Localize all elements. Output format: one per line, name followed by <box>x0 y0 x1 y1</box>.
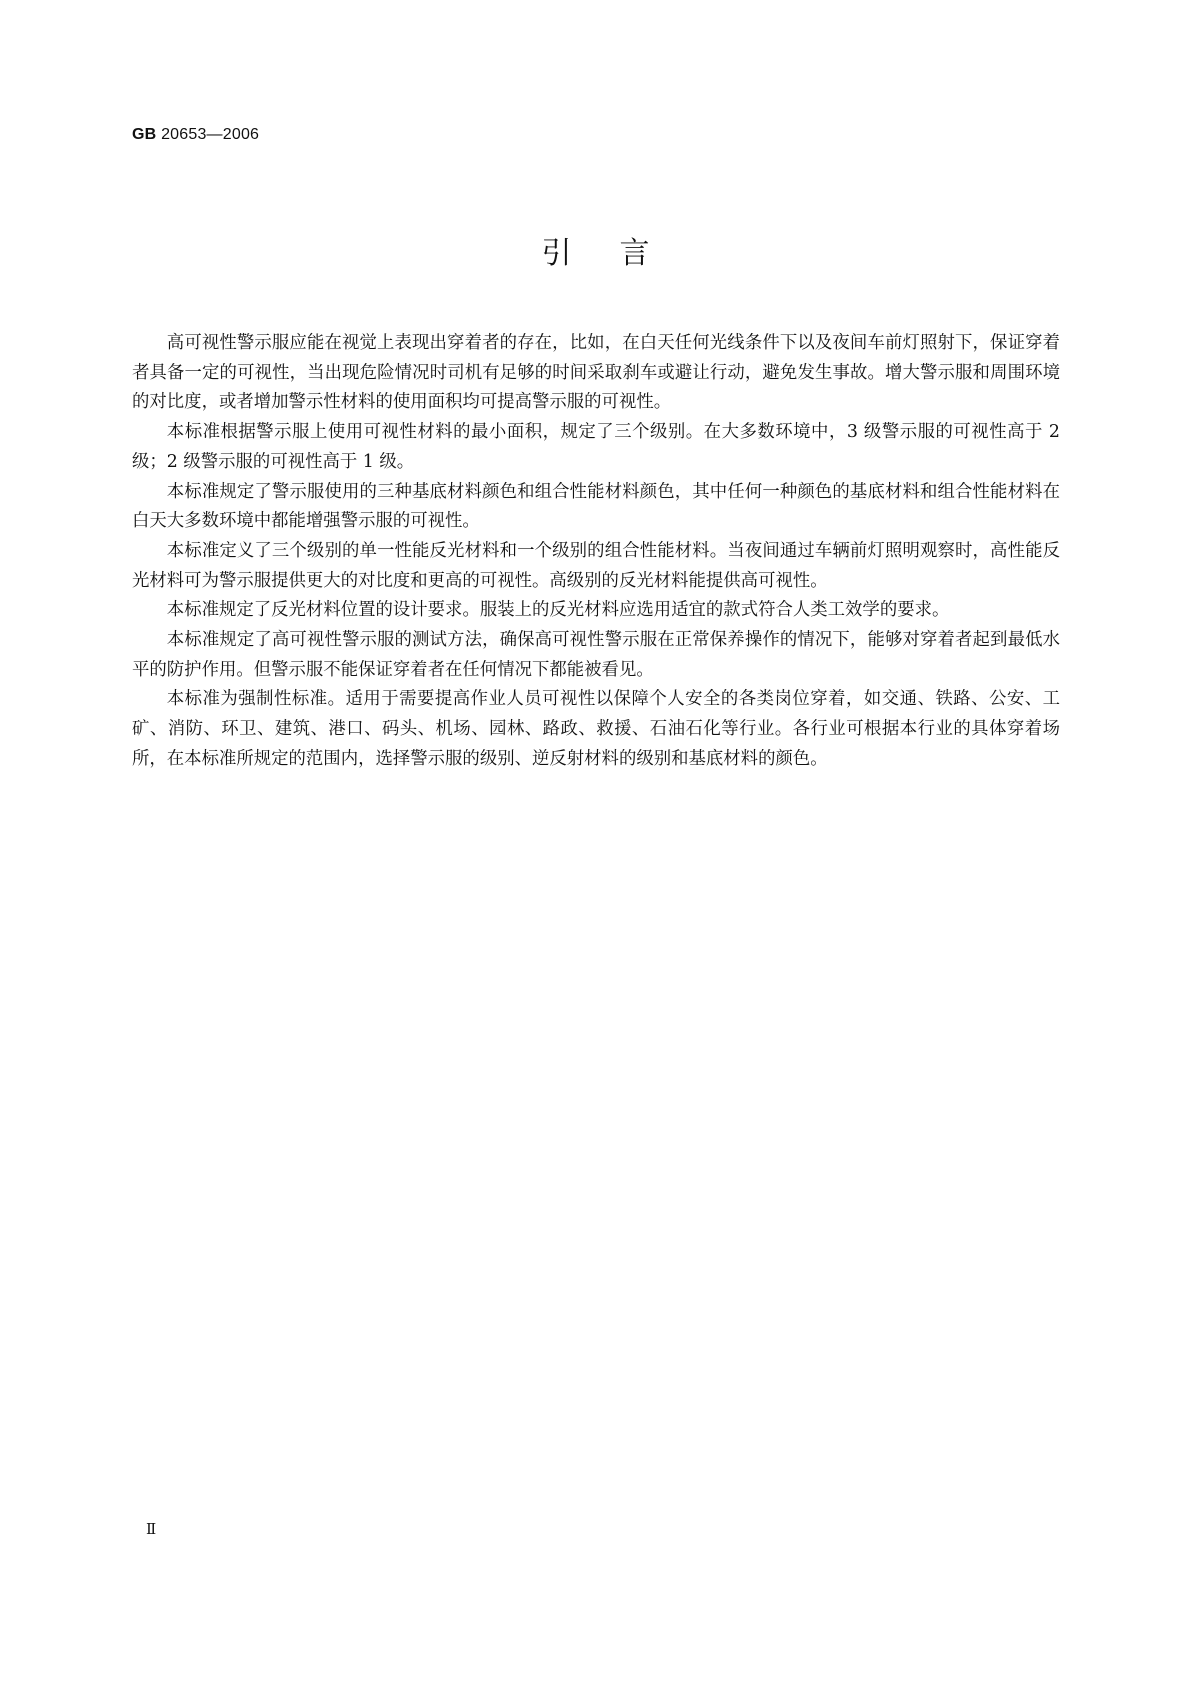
paragraph: 本标准规定了反光材料位置的设计要求。服装上的反光材料应选用适宜的款式符合人类工效学的要求。 <box>166 600 950 621</box>
standard-code <box>132 126 259 144</box>
paragraph: 本标准根据警示服上使用可视性材料的最小面积，规定了三个级别。在大多数环境中，3 级警示服的可视性高于 2 级；2 级警示服的可视性高于 1 级。 <box>132 422 1060 472</box>
paragraph: 本标准为强制性标准。适用于需要提高作业人员可视性以保障个人安全的各类岗位穿着，如交通、铁路、公安、工矿、消防、环卫、建筑、港口、码头、机场、园林、路政、救援、石油石化等行业。各行业可根据本行业的具体穿着场所，在本标准所规定的范围内，选择警示服的级别、逆反射材料的级别和基底材料的颜色。 <box>132 689 1060 769</box>
standard-code-prefix: GB <box>132 126 157 143</box>
page-title: 引言 <box>541 236 698 271</box>
paragraph: 本标准规定了高可视性警示服的测试方法，确保高可视性警示服在正常保养操作的情况下，能够对穿着者起到最低水平的防护作用。但警示服不能保证穿着者在任何情况下都能被看见。 <box>132 630 1060 680</box>
paragraph: 本标准规定了警示服使用的三种基底材料颜色和组合性能材料颜色，其中任何一种颜色的基底材料和组合性能材料在白天大多数环境中都能增强警示服的可视性。 <box>132 481 1060 532</box>
paragraph: 本标准定义了三个级别的单一性能反光材料和一个级别的组合性能材料。当夜间通过车辆前灯照明观察时，高性能反光材料可为警示服提供更大的对比度和更高的可视性。高级别的反光材料能提供高可视性。 <box>132 540 1060 591</box>
standard-code-number: 20653—2006 <box>161 126 260 143</box>
paragraph: 高可视性警示服应能在视觉上表现出穿着者的存在，比如，在白天任何光线条件下以及夜间车前灯照射下，保证穿着者具备一定的可视性，当出现危险情况时司机有足够的时间采取刹车或避让行动，避免发生事故。增大警示服和周围环境的对比度，或者增加警示性材料的使用面积均可提高警示服的可视性。 <box>132 333 1060 413</box>
page-number: Ⅱ <box>146 1522 157 1538</box>
introduction-body <box>132 329 1060 775</box>
